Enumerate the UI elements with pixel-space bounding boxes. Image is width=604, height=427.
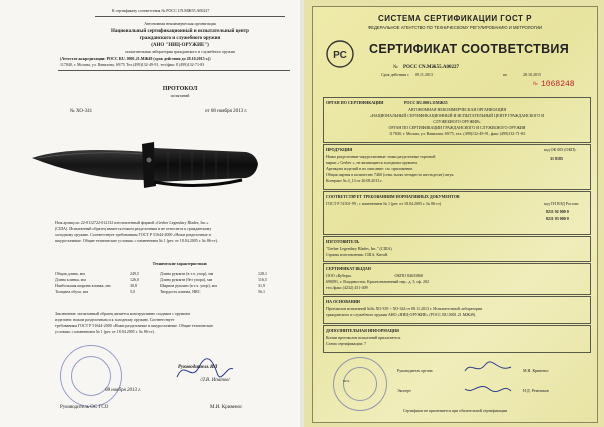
maker-label: ИЗГОТОВИТЕЛЬ [326,239,360,244]
organ-line-5: 117840, г. Москва, ул. Вавилова, 69/75, тел. (499)132-49-91, факс (499)132-71-83 [388,131,526,136]
body-line-1: Нож артикула: 22-0112722-012132 изготовленный фирмой «Gerber Legendary Blades, Inc.» [55,220,209,225]
system-title: СИСТЕМА СЕРТИФИКАЦИИ ГОСТ Р [378,14,532,23]
okp-code: 31 8185 [550,156,563,161]
valid-label: Срок действия с [381,72,409,77]
body-line-3: холодному оружию. Соответствует требованиям ГОСТ Р 51644-2000 «Ножи разделочные и [55,232,211,237]
certificate-title: СЕРТИФИКАТ СООТВЕТСТВИЯ [369,42,569,56]
basis-line-2: гражданского и служебного оружия АНО «НИЦ-ОРУЖИЕ» (РОСС RU.0001.21.МЖ49). [326,312,477,317]
valid-to-label: по [503,72,508,77]
okp-label: код ОК 005 (ОКП): [544,147,577,152]
body-line-2: (США). Испытанный образец является ножом разделочным и не относится к гражданскому [55,226,212,231]
product-line-2: марки « Gerber », не являющиеся холодным оружием. [326,160,418,165]
issued-label: СЕРТИФИКАТ ВЫДАН [326,266,371,271]
certificate-page [304,0,604,427]
issued-line-3: тел./факс (4232) 451-409 [326,285,368,290]
spec-label: Длина клинка, мм [55,277,86,282]
tnved-code-2: 8211 93 000 0 [546,216,569,221]
tnved-code-1: 8211 92 000 0 [546,209,569,214]
spec-value: 31,9 [258,283,265,288]
product-line-3: Артикулы изделий и их описание: см. приложение. [326,166,414,171]
spec-label: Длина рукояти (без упора), мм [160,277,213,282]
head-role: Руководитель ИЛ [178,365,218,370]
extra-label: ДОПОЛНИТЕЛЬНАЯ ИНФОРМАЦИЯ [326,328,399,333]
spec-label: Ширина рукояти (в т.ч. упор), мм [160,283,217,288]
os-role: Руководитель ОС ГСО [60,405,109,410]
conclusion-line-3: требованиям ГОСТ Р 51644-2000 «Ножи разделочные и шкуросъемные. Общие технические [55,323,214,328]
head-name: /Л.В. Ипатов/ [200,378,230,383]
spec-value: 116,5 [258,277,267,282]
product-block [323,144,591,190]
organ-line-4: ОРГАН ПО СЕРТИФИКАЦИИ ГРАЖДАНСКОГО И СЛУЖЕБНОГО ОРУЖИЯ [388,125,526,130]
mp-label: м.п. [343,378,350,383]
conforms-text: ГОСТ Р 51501-99 ; с изменением № 1 (рег. от 18.04.2005 г. № 86-ст) [326,201,442,206]
sign-date: 08 ноября 2013 г. [105,388,142,393]
tnved-label: код ТН ВЭД России: [544,201,579,206]
spec-label: Твердость клинка, HRC [160,289,201,294]
valid-to: 28.10.2015 [523,72,541,77]
org-line-1: Автономная некоммерческая организация [144,21,216,26]
organ-label: ОРГАН ПО СЕРТИФИКАЦИИ [326,100,384,105]
certificate-frame [312,6,598,423]
maker-line-1: "Gerber Legendary Blades, Inc." (США) [326,246,392,251]
serial-label: № [533,82,538,87]
product-line-1: Ножи разделочные-шкуросъемные: ножи разделочные торговой [326,154,436,159]
spec-label: Толщина обуха, мм [55,289,88,294]
specs-title: Технические характеристики: [152,261,208,266]
head-signature [463,359,513,377]
head-label: Руководитель органа [397,368,433,373]
basis-label: НА ОСНОВАНИИ [326,299,360,304]
os-name: М.И. Кривенос [210,405,243,410]
extra-info-block [323,325,591,353]
cert-reference: К сертификату соответствия № РОСС CN.МЖ55.А00227 [112,8,210,13]
serial-number: 1068248 [541,80,575,89]
org-line-5: испытательная лаборатория гражданского и служебного оружия [125,49,235,54]
body-line-4: шкуросъемные. Общие технические условия» с изменением № 1 (рег. от 18.04.2005 г. № 86-ст). [55,238,218,243]
footer-note: Сертификат не применяется при обязательной сертификации [402,408,508,413]
issued-block [323,263,591,295]
organ-line-3: СЛУЖЕБНОГО ОРУЖИЯ» [433,119,481,124]
spec-label: Общая длина, мм [55,271,85,276]
conclusion-line-1: Заключение: испытанный образец является конструктивно сходным с оружием [55,311,190,316]
organ-line-2: «НАЦИОНАЛЬНЫЙ СЕРТИФИКАЦИОННЫЙ И ИСПЫТАТЕЛЬНЫЙ ЦЕНТР ГРАЖДАНСКОГО И [369,113,545,118]
product-line-4: Общая партия в количестве 7460 (семь тысяч четыреста шестьдесят) штук. [326,172,455,177]
extra-line-2: Схема сертификации: 7 [326,341,366,346]
protocol-subtitle: испытаний [170,93,190,98]
protocol-date: от 08 ноября 2013 г. [205,109,248,114]
spec-label: Наибольшая ширина клинка, мм [55,283,111,288]
product-label: ПРОДУКЦИЯ [326,147,353,152]
knife-photo [28,138,263,218]
org-line-2: Национальный сертификационный и испытательный центр [111,29,249,34]
address: 117840, г. Москва, ул. Вавилова, 69/75 Тел.(499)132-49-91, тел/факс 8 (499)132-71-83 [60,62,205,67]
conforms-block [323,191,591,235]
head-name: М.И. Кривенос [523,368,549,373]
org-line-4: (АНО "НИЦ-ОРУЖИЕ") [151,43,209,48]
cert-number: РОСС CN.МЖ55.А00227 [403,65,459,70]
basis-line-1: Протоколов испытаний №№ ХО-339 ÷ ХО-344 от 08.11.2013 г. Испытательной лаборатории [326,306,483,311]
spec-value: 249,5 [130,271,139,276]
spec-value: 56,1 [258,289,265,294]
conforms-label: СООТВЕТСТВУЕТ ТРЕБОВАНИЯМ НОРМАТИВНЫХ ДОКУМЕНТОВ [326,194,460,199]
maker-line-2: Страны изготовления: США, Китай. [326,252,388,257]
spec-value: 126,0 [130,277,139,282]
accreditation: (Аттестат аккредитации: РОСС RU. 0001.21.МЖ49 (срок действия до 28.10.2015 г.)) [60,56,211,61]
agency: ФЕДЕРАЛЬНОЕ АГЕНТСТВО ПО ТЕХНИЧЕСКОМУ РЕГУЛИРОВАНИЮ И МЕТРОЛОГИИ [367,25,543,30]
cert-no-label: № [393,65,398,70]
protocol-number: № ХО-341 [70,109,93,114]
expert-signature [463,379,513,397]
issued-line-2: 690091, г. Владивосток, Краснознаменный пер., д. 5, оф. 202 [326,279,429,284]
issued-line-1: ООО «Кубера» ОКПО 84633868 [326,273,423,278]
gost-logo-icon [325,39,355,69]
spec-label: Длина рукояти (в т.ч. упор), мм [160,271,214,276]
protocol-title: ПРОТОКОЛ [162,86,198,92]
organ-code: РОСС RU.0001.11МЖ55 [404,100,448,105]
basis-block [323,296,591,324]
maker-block [323,236,591,262]
svg-text:РС: РС [333,50,347,61]
expert-name: Н.Д. Ремешков [523,388,549,393]
round-stamp [333,357,387,411]
valid-from: 09.11.2013 [415,72,433,77]
organ-line-1: АВТОНОМНАЯ НЕКОММЕРЧЕСКАЯ ОРГАНИЗАЦИЯ [407,107,507,112]
spec-value: 5,0 [130,289,135,294]
test-protocol-page [0,0,300,427]
conclusion-line-4: условия» с изменением № 1 (рег. от 18.04.2005 г. № 86-ст). [55,329,155,334]
expert-label: Эксперт [397,388,411,393]
product-line-5: Контракт № 4_13 от 26.08.2013 г. [326,178,383,183]
org-line-3: гражданского и служебного оружия [139,36,221,41]
organ-block [323,97,591,143]
extra-line-1: Копии протоколов испытаний прилагаются. [326,335,401,340]
spec-value: 128,1 [258,271,267,276]
conclusion-line-2: изделием: ножом разделочным и к холодному оружию. Соответствует [55,317,175,322]
round-stamp [60,345,122,407]
spec-value: 30,8 [130,283,137,288]
